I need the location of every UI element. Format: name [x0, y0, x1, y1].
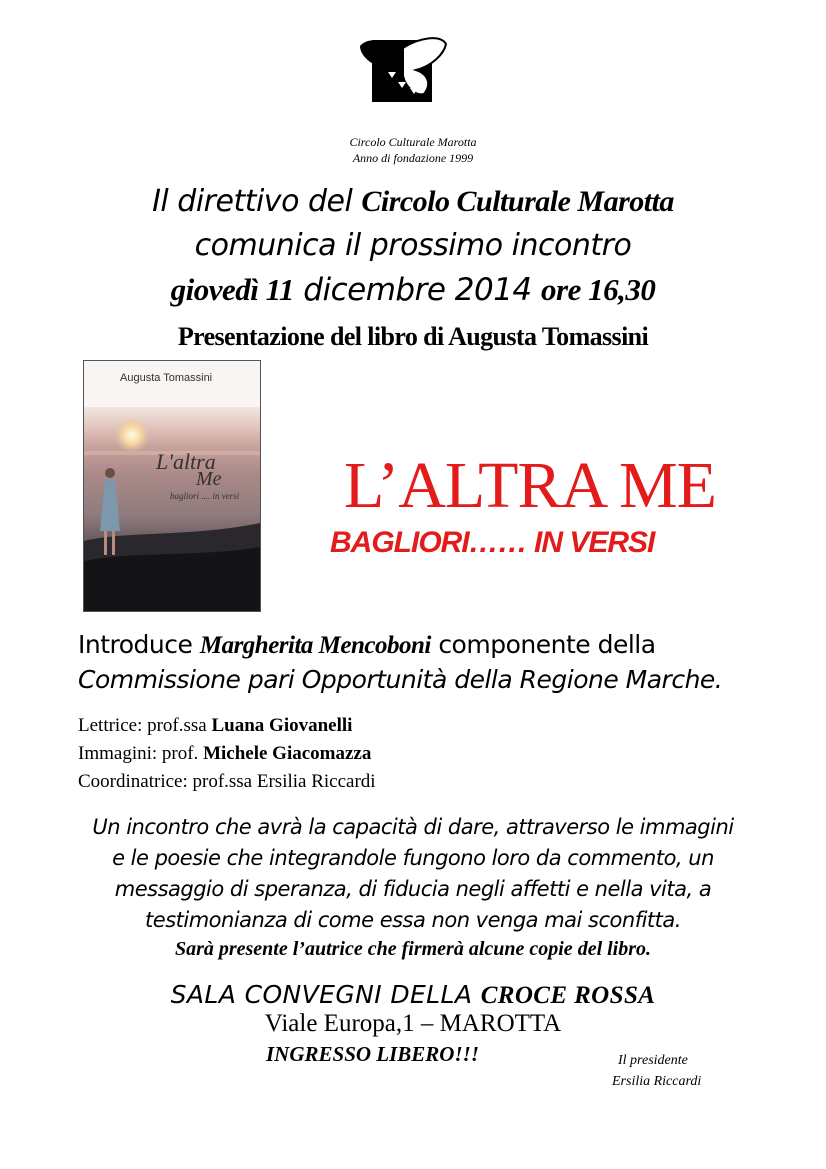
- venue-name: [0, 980, 826, 1010]
- venue-address: Viale Europa,1 – MAROTTA: [264, 1010, 562, 1037]
- introduction: [78, 628, 722, 697]
- intro-role: componente della: [438, 630, 656, 659]
- description-line: testimonianza di come essa non venga mai sconfitta.: [145, 908, 681, 932]
- book-title: L’ALTRA ME: [343, 449, 716, 522]
- presentation-heading: Presentazione del libro di Augusta Tomassini: [177, 322, 649, 351]
- coordinatrice: Coordinatrice: prof.ssa Ersilia Riccardi: [78, 771, 376, 792]
- signature-role: Il presidente: [618, 1053, 688, 1068]
- description-line: messaggio di speranza, di fiducia negli affetti e nella vita, a: [114, 877, 712, 901]
- free-entry-note: INGRESSO LIBERO!!!: [266, 1042, 479, 1066]
- association-name: Circolo Culturale Marotta: [349, 135, 477, 149]
- headline-intro: Il direttivo del: [152, 184, 353, 219]
- cover-subtitle: bagliori .... in versi: [170, 491, 240, 501]
- intro-speaker: Margherita Mencoboni: [199, 632, 431, 659]
- lettrice-name: Luana Giovanelli: [211, 715, 353, 736]
- event-date: dicembre 2014: [303, 272, 532, 308]
- cover-author: Augusta Tomassini: [120, 372, 213, 384]
- book-cover-image: [83, 360, 261, 612]
- immagini-name: Michele Giacomazza: [203, 743, 372, 764]
- description-line: Un incontro che avrà la capacità di dare, attraverso le immagini: [92, 815, 734, 839]
- cover-title-me: Me: [196, 468, 222, 490]
- headline: [0, 180, 826, 312]
- butterfly-logo-icon: [358, 36, 448, 106]
- lettrice-label: Lettrice: prof.ssa: [78, 715, 207, 736]
- cover-title-l: L'altra: [156, 449, 216, 474]
- event-description: [0, 812, 826, 936]
- description-line: e le poesie che integrandole fungono loro da commento, un: [112, 846, 714, 870]
- intro-prefix: Introduce: [78, 630, 193, 659]
- author-signing-note: Sarà presente l’autrice che firmerà alcune copie del libro.: [174, 938, 652, 960]
- venue-prefix: SALA CONVEGNI DELLA: [170, 980, 473, 1009]
- immagini-label: Immagini: prof.: [78, 743, 199, 764]
- book-subtitle: BAGLIORI…… IN VERSI: [330, 526, 655, 559]
- signature-block: [612, 1050, 701, 1092]
- event-time: ore 16,30: [541, 272, 656, 307]
- credits: [78, 712, 376, 796]
- venue-organization: CROCE ROSSA: [480, 982, 656, 1009]
- headline-association: Circolo Culturale Marotta: [361, 185, 674, 218]
- association-info: [0, 134, 826, 166]
- intro-commission: Commissione pari Opportunità della Regione Marche.: [78, 665, 723, 694]
- founded-year: Anno di fondazione 1999: [352, 151, 474, 165]
- signature-name: Ersilia Riccardi: [612, 1074, 702, 1089]
- event-day: giovedì 11: [170, 272, 294, 307]
- headline-announcement: comunica il prossimo incontro: [194, 228, 632, 263]
